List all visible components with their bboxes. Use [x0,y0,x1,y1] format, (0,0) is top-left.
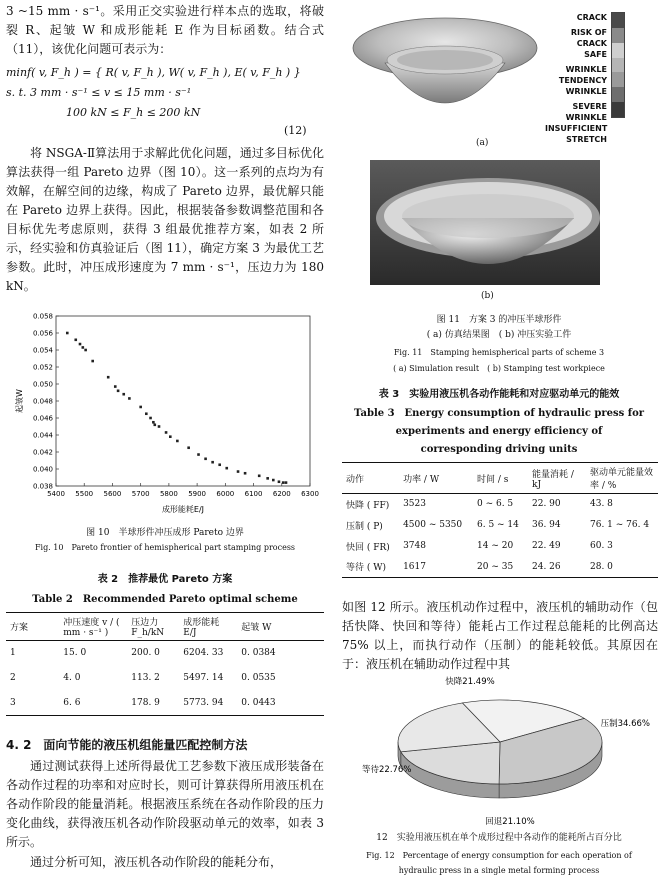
pie-label: 等待22.76% [362,765,412,775]
table-cell: 22. 90 [532,499,561,510]
table-cell: 0. 0384 [241,648,276,659]
x-tick-label: 6200 [272,490,291,498]
paragraph-energy-distribution: 如图 12 所示。液压机动作过程中，液压机的辅助动作（包括快降、快回和等待）能耗占工作过程总能耗的比例高达 75% 以上，而执行动作（压制）的能耗较低。其原因在于：液压机在辅助动作过程中其 [342,600,658,671]
data-point [114,385,117,388]
x-tick-label: 5400 [47,490,65,498]
data-point [153,424,156,427]
table-cell: 5497. 14 [183,673,224,683]
legend-label: RISK OF CRACK [570,28,607,48]
simulation-legend [545,12,607,145]
table-row [6,691,324,716]
table-cell: 15. 0 [63,648,87,659]
data-point [84,349,87,352]
legend-swatch [612,43,624,58]
table-cell: 60. 3 [590,541,613,551]
y-tick-label: 0.046 [32,414,53,423]
table-cell: 24. 26 [532,561,561,572]
figure-12-caption-en: Fig. 12 Percentage of energy consumption for each operation of [366,851,632,860]
table-2-header: 方案 [10,623,29,633]
simulation-result-image [345,8,545,128]
data-point [266,477,269,480]
data-point [74,339,77,342]
x-tick-label: 6000 [216,490,235,498]
stamping-workpiece-photo [370,160,600,285]
table-cell: 200. 0 [131,648,160,659]
y-tick-label: 0.038 [32,482,53,491]
legend-swatch [612,13,624,28]
y-tick-label: 0.048 [32,397,53,406]
table-cell: 0. 0443 [241,697,276,708]
table-row [342,536,658,557]
data-point [204,458,207,461]
table-cell: 3748 [403,541,426,551]
x-tick-label: 6100 [244,490,263,498]
x-tick-label: 5900 [188,490,207,498]
y-tick-label: 0.040 [32,465,53,474]
legend-label: WRINKLE TENDENCY [558,65,607,85]
figure-11-caption-en: Fig. 11 Stamping hemispherical parts of scheme 3 [393,348,605,357]
table-3-caption-en: corresponding driving units [420,444,578,455]
table-cell: 178. 9 [131,697,160,708]
x-tick-label: 5700 [131,490,150,498]
legend-label: INSUFFICIENT STRETCH [545,124,608,144]
data-point [197,453,200,456]
pie-label: 压制34.66% [600,719,650,729]
table-3-caption-en: experiments and energy efficiency of [395,426,603,437]
table-row [6,641,324,666]
table-2 [6,612,324,716]
table-cell: 6. 5 ~ 14 [477,520,519,530]
table-cell: 0. 0535 [241,673,276,683]
equation-constraint-force: 100 kN ≤ F_h ≤ 200 kN [66,106,201,119]
legend-label: CRACK [576,13,607,22]
figure-11-subcaption: ( a) 仿真结果图 ( b) 冲压实验工件 [426,330,572,340]
y-tick-label: 0.054 [32,346,53,355]
data-point [79,343,82,346]
equation-constraint-velocity: s. t. 3 mm · s⁻¹ ≤ v ≤ 15 mm · s⁻¹ [6,86,192,99]
pareto-scatter-chart [14,308,320,520]
table-2-caption-en: Table 2 Recommended Pareto optimal scheme [32,594,298,605]
table-3-header: 功率 / W [403,474,440,485]
pie-label: 回退21.10% [485,817,535,827]
data-point [218,463,221,466]
table-cell: 20 ~ 35 [477,561,514,572]
x-axis-label: 成形能耗E/J [161,505,205,514]
data-point [187,446,190,449]
table-cell: 6. 6 [63,697,81,708]
table-cell: 压制 ( P) [346,521,383,532]
legend-swatch [612,28,624,43]
data-point [122,393,125,396]
x-tick-label: 6300 [301,490,319,498]
table-3-header: 动作 [346,474,365,485]
table-3-header-row [342,463,658,494]
table-2-header: 起皱 W [241,623,272,633]
paragraph-analysis: 通过分析可知，液压机各动作阶段的能耗分布， [30,855,283,869]
table-cell: 22. 49 [532,541,561,551]
legend-label: WRINKLE [565,87,607,96]
data-point [152,421,155,424]
figure-12-caption: 12 实验用液压机在单个成形过程中各动作的能耗所占百分比 [376,833,622,843]
y-tick-label: 0.052 [32,363,53,372]
table-cell: 3 [10,697,16,708]
legend-color-bar [611,12,625,118]
table-2-header-row [6,613,324,641]
table-cell: 5773. 94 [183,697,224,708]
table-cell: 快回 ( FR) [346,542,390,553]
y-tick-label: 0.042 [32,448,53,457]
table-2-header: 成形能耗 E/J [183,618,220,638]
table-cell: 1 [10,648,16,659]
legend-label: SAFE [584,50,607,59]
legend-swatch [612,72,624,87]
table-3-header: 能量消耗 / kJ [532,469,574,490]
y-tick-label: 0.050 [32,380,53,389]
paragraph-energy-test: 通过测试获得上述所得最优工艺参数下液压成形装备在各动作过程的功率和对应时长，则可计算获得所用液压机在各动作阶段的能量消耗。根据液压系统在各动作阶段的压力变化曲线，获得液压机各动作阶段驱动单元的效率，如表 3 所示。 [6,759,324,849]
table-2-caption: 表 2 推荐最优 Pareto 方案 [97,574,233,585]
equation-objective: minf( v, F_h ) = { R( v, F_h ), W( v, F_h ), E( v, F_h ) } [6,66,301,79]
data-point [139,406,142,409]
table-cell: 43. 8 [590,499,613,510]
data-point [128,397,131,400]
table-cell: 6204. 33 [183,648,224,659]
table-cell: 等待 ( W) [346,563,386,574]
legend-swatch [612,102,624,117]
figure-12-caption-en: hydraulic press in a single metal forming process [398,866,600,875]
table-cell: 0 ~ 6. 5 [477,499,514,510]
data-point [117,390,120,393]
paragraph-pareto: 将 NSGA-Ⅱ算法用于求解此优化问题，通过多目标优化算法获得一组 Pareto 边界（图 10）。这一系列的点均为有效解，在解空间的边缘，构成了 Pareto 边界，最优解只能在 Pareto 边界上获得。因此，根据装备参数调整范围和各目标优先考虑原则，获得 3 组最优推荐方案，如表 2 所示，经实验和仿真验证后（图 11），确定方案 3 为最优工艺参数。此时，冲压成形速度为 7 mm · s⁻¹，压边力为 180 kN。 [6,146,324,293]
data-point [91,360,94,363]
pie-label: 快降21.49% [445,677,495,687]
data-point [258,475,261,478]
table-cell: 76. 1 ~ 76. 4 [590,520,650,530]
energy-pie-chart [342,676,658,828]
table-row [342,557,658,578]
x-tick-label: 5600 [103,490,122,498]
data-point [145,412,148,415]
table-2-header: 冲压速度 v / ( mm · s⁻¹ ) [63,618,120,638]
data-point [165,431,168,434]
section-heading: 4. 2 面向节能的液压机组能量匹配控制方法 [6,738,248,752]
table-cell: 4. 0 [63,673,81,683]
equation-number: (12) [284,124,307,137]
data-point [244,472,247,475]
data-point [272,479,275,482]
data-point [237,470,240,473]
table-row [342,494,658,515]
figure-11-caption: 图 11 方案 3 的冲压半球形件 [436,315,562,325]
table-cell: 113. 2 [131,673,160,683]
data-point [211,461,214,464]
data-point [107,376,110,379]
data-point [285,481,288,484]
legend-swatch [612,87,624,102]
data-point [225,467,228,470]
figure-10-caption-en: Fig. 10 Pareto frontier of hemispherical part stamping process [34,543,296,552]
table-cell: 2 [10,673,16,683]
data-point [169,435,172,438]
table-cell: 14 ~ 20 [477,541,514,551]
table-3-caption-en: Table 3 Energy consumption of hydraulic press for [353,408,645,419]
table-3-header: 时间 / s [477,474,509,485]
table-2-header: 压边力 F_h/kN [131,618,165,638]
data-point [149,417,152,420]
figure-11b-label: (b) [481,291,494,301]
table-3 [342,462,658,578]
table-row [342,515,658,536]
table-cell: 3523 [403,499,426,510]
legend-label: SEVERE WRINKLE [565,102,607,122]
data-point [66,332,69,335]
table-row [6,666,324,691]
table-cell: 快降 ( FF) [346,500,390,511]
data-point [278,480,281,483]
table-3-header: 驱动单元能量效率 / % [590,468,654,491]
data-point [158,425,161,428]
y-tick-label: 0.044 [32,431,53,440]
data-point [282,481,285,484]
y-tick-label: 0.058 [32,312,53,321]
table-cell: 1617 [403,561,426,572]
table-3-caption: 表 3 实验用液压机各动作能耗和对应驱动单元的能效 [378,389,620,400]
data-point [82,346,85,349]
legend-swatch [612,58,624,73]
x-tick-label: 5500 [75,490,94,498]
data-point [176,440,179,443]
table-cell: 4500 ~ 5350 [403,520,463,530]
plot-frame [56,316,310,486]
paragraph-intro: 3 ~15 mm · s⁻¹。采用正交实验进行样本点的选取，将破裂 R、起皱 W 和成形能耗 E 作为目标函数。结合式（11），该优化问题可表示为： [6,4,324,56]
y-tick-label: 0.056 [32,329,53,338]
figure-10-caption: 图 10 半球形件冲压成形 Pareto 边界 [86,528,244,538]
x-tick-label: 5800 [159,490,178,498]
figure-11a-label: (a) [476,138,489,148]
y-axis-label: 起皱W [15,389,24,413]
figure-11-subcaption-en: ( a) Simulation result ( b) Stamping test workpiece [393,364,605,373]
table-cell: 36. 94 [532,520,561,530]
table-cell: 28. 0 [590,561,613,572]
